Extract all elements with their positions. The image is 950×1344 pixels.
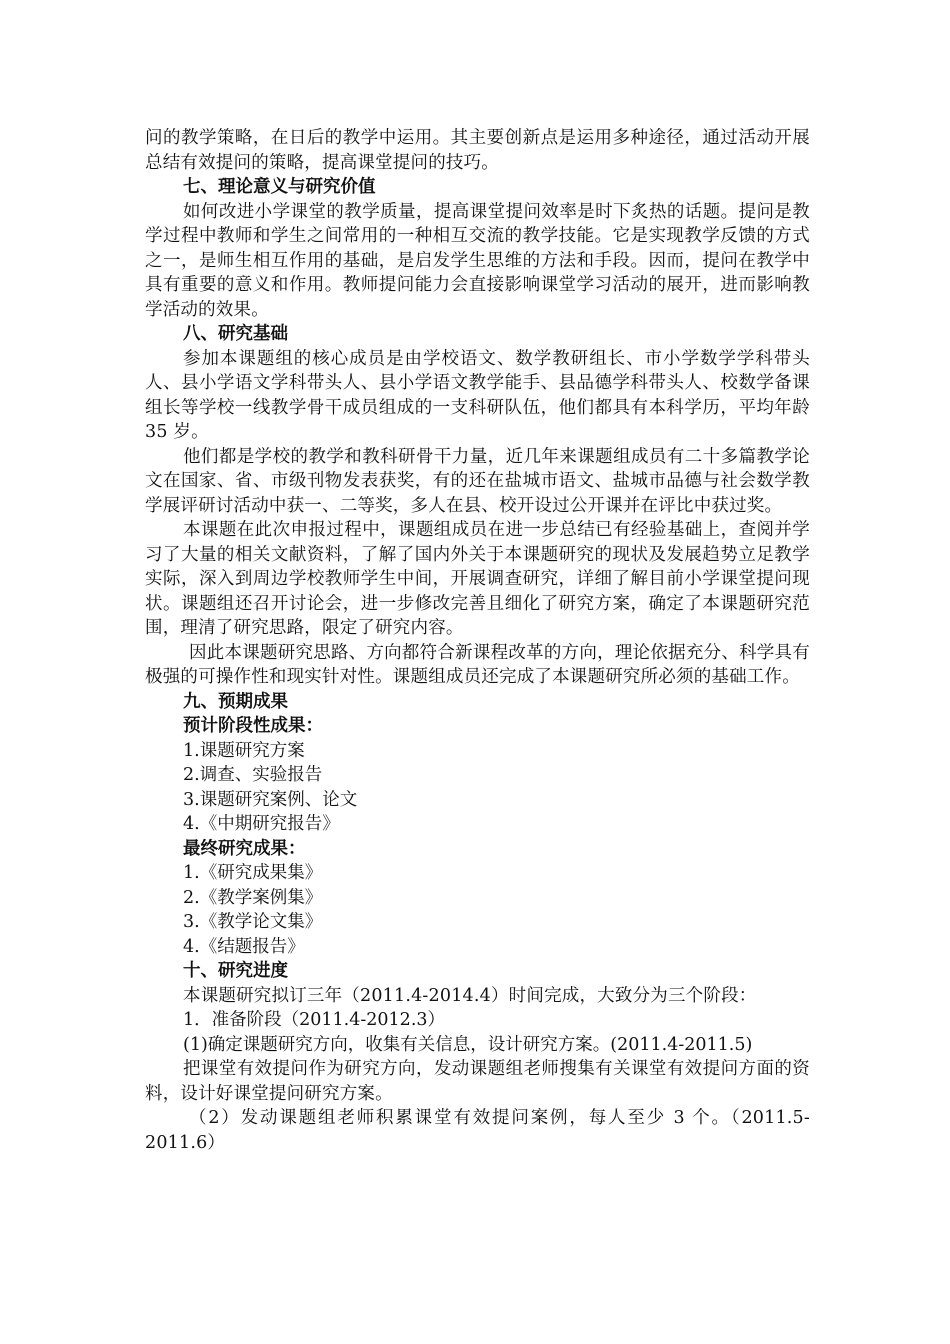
step-1: (1)确定课题研究方向，收集有关信息，设计研究方案。(2011.4-2011.5): [183, 1034, 753, 1055]
section-7-paragraph: 如何改进小学课堂的教学质量，提高课堂提问效率是时下炙热的话题。提问是教学过程中教师和学生之间常用的一种相互交流的教学技能。它是实现教学反馈的方式之一，是师生相互作用的基础，是启发学生思维的方法和手段。因而，提问在教学中具有重要的意义和作用。教师提问能力会直接影响课堂学习活动的展开，进而影响教学活动的效果。: [145, 201, 810, 320]
stage-results-title: 预计阶段性成果：: [183, 716, 323, 736]
section-8-paragraph-2: 他们都是学校的教学和教科研骨干力量，近几年来课题组成员有二十多篇教学论文在国家、省、市级刊物发表获奖，有的还在盐城市语文、盐城市品德与社会数学教学展评研讨活动中获一、二等奖，多人在县、校开设过公开课并在评比中获过奖。: [145, 446, 810, 516]
final-results-title: 最终研究成果：: [183, 838, 306, 859]
section-8-paragraph-1: 参加本课题组的核心成员是由学校语文、数学教研组长、市小学数学学科带头人、县小学语文学科带头人、县小学语文教学能手、县品德学科带头人、校数学备课组长等学校一线教学骨干成员组成的一支科研队伍，他们都具有本科学历，平均年龄 35 岁。: [145, 348, 810, 442]
section-7-heading: 七、理论意义与研究价值: [183, 177, 376, 197]
stage-result-item: 1.课题研究方案: [183, 740, 305, 761]
stage-result-item: 4.《中期研究报告》: [183, 814, 340, 834]
step-1-description: 把课堂有效提问作为研究方向，发动课题组老师搜集有关课堂有效提问方面的资料，设计好课堂提问研究方案。: [145, 1059, 810, 1104]
section-10-heading: 十、研究进度: [183, 961, 288, 981]
final-result-item: 2.《教学案例集》: [183, 887, 323, 908]
document-body: [145, 126, 810, 1155]
section-8-paragraph-4: 因此本课题研究思路、方向都符合新课程改革的方向，理论依据充分、科学具有极强的可操作性和现实针对性。课题组成员还完成了本课题研究所必须的基础工作。: [145, 642, 810, 687]
section-10-paragraph: 本课题研究拟订三年（2011.4-2014.4）时间完成，大致分为三个阶段：: [183, 985, 757, 1006]
section-9-heading: 九、预期成果: [183, 691, 288, 712]
stage-1-label: 1．准备阶段（2011.4-2012.3）: [183, 1010, 446, 1030]
stage-result-item: 2.调查、实验报告: [183, 765, 323, 785]
final-result-item: 1.《研究成果集》: [183, 863, 323, 883]
stage-result-item: 3.课题研究案例、论文: [183, 789, 358, 810]
final-result-item: 3.《教学论文集》: [183, 912, 323, 932]
section-8-paragraph-3: 本课题在此次申报过程中，课题组成员在进一步总结已有经验基础上，查阅并学习了大量的相关文献资料，了解了国内外关于本课题研究的现状及发展趋势立足教学实际，深入到周边学校教师学生中间，开展调查研究，详细了解目前小学课堂提问现状。课题组还召开讨论会，进一步修改完善且细化了研究方案，确定了本课题研究范围，理清了研究思路，限定了研究内容。: [145, 520, 810, 638]
step-2: （2）发动课题组老师积累课堂有效提问案例，每人至少 3 个。（2011.5-2011.6）: [145, 1108, 810, 1153]
section-8-heading: 八、研究基础: [183, 324, 288, 344]
paragraph-intro-tail: 问的教学策略，在日后的教学中运用。其主要创新点是运用多种途径，通过活动开展总结有效提问的策略，提高课堂提问的技巧。: [145, 128, 810, 173]
final-result-item: 4.《结题报告》: [183, 936, 305, 957]
